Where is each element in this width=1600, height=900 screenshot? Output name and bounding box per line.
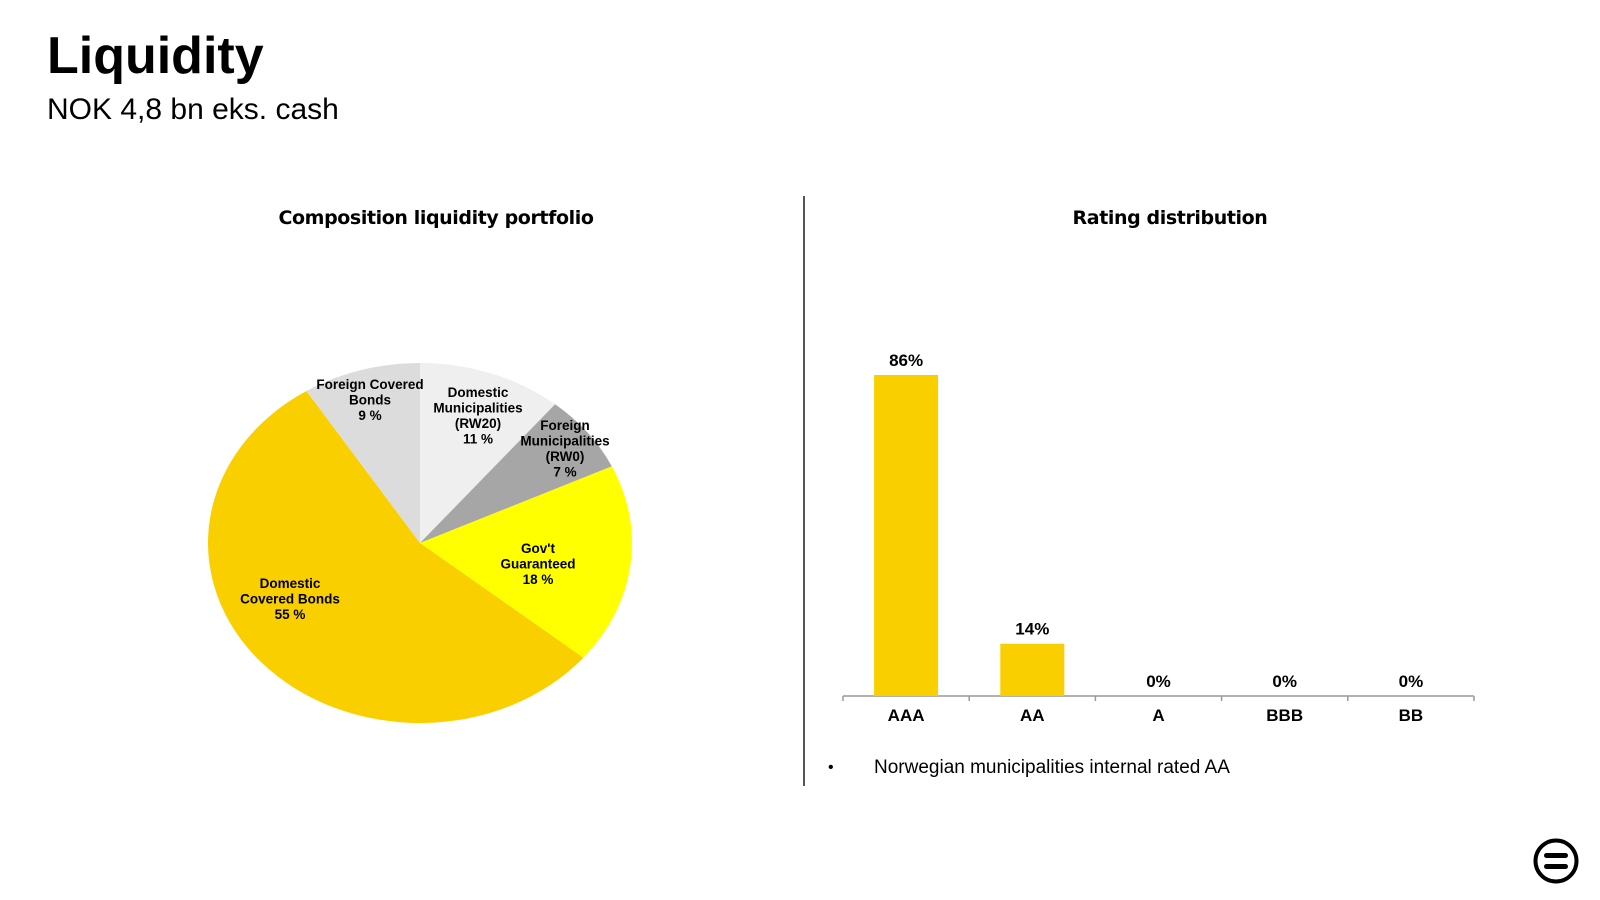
bullet-dot: • bbox=[828, 759, 834, 776]
pie-label-2-1: Guaranteed bbox=[500, 556, 576, 572]
pie-label-3-0: Domestic bbox=[259, 576, 321, 591]
pie-label-0-3: 11 % bbox=[462, 431, 494, 447]
x-tick-label-3: BBB bbox=[1266, 706, 1304, 725]
pie-label-1-0: Foreign bbox=[540, 418, 590, 433]
bar-chart-title: Rating distribution bbox=[1072, 207, 1268, 229]
pie-label-4-0: Foreign Covered bbox=[316, 377, 424, 392]
page-title: Liquidity bbox=[47, 27, 264, 85]
x-tick-label-4: BB bbox=[1398, 706, 1424, 725]
equals-circle-logo-icon bbox=[1533, 838, 1579, 884]
pie-label-2-2: 18 % bbox=[522, 572, 554, 587]
bar-value-label-0: 86% bbox=[889, 351, 924, 370]
page-subtitle: NOK 4,8 bn eks. cash bbox=[47, 93, 339, 126]
note-text: Norwegian municipalities internal rated AA bbox=[874, 757, 1230, 778]
pie-chart-title: Composition liquidity portfolio bbox=[278, 207, 594, 229]
pie-label-3-2: 55 % bbox=[274, 607, 306, 622]
pie-chart bbox=[208, 363, 632, 723]
bar-aa bbox=[1000, 644, 1064, 696]
pie-label-3-1: Covered Bonds bbox=[240, 591, 340, 607]
bar-value-label-3: 0% bbox=[1272, 672, 1297, 691]
bar-chart bbox=[843, 351, 1474, 725]
bar-aaa bbox=[874, 375, 938, 696]
pie-label-1-2: (RW0) bbox=[545, 449, 585, 464]
pie-label-1-3: 7 % bbox=[553, 464, 577, 480]
note-bullet bbox=[828, 757, 1230, 779]
bar-value-label-4: 0% bbox=[1398, 672, 1424, 691]
pie-label-1-1: Municipalities bbox=[520, 433, 610, 449]
pie-label-0-1: Municipalities bbox=[433, 400, 523, 416]
pie-label-0-2: (RW20) bbox=[454, 416, 502, 431]
bar-value-label-2: 0% bbox=[1146, 672, 1171, 691]
pie-label-4-2: 9 % bbox=[358, 408, 382, 423]
x-tick-label-0: AAA bbox=[887, 706, 925, 725]
bar-value-label-1: 14% bbox=[1015, 619, 1050, 639]
x-tick-label-1: AA bbox=[1020, 706, 1045, 725]
x-tick-label-2: A bbox=[1152, 706, 1165, 725]
pie-label-4-1: Bonds bbox=[349, 392, 391, 408]
pie-label-0-0: Domestic bbox=[447, 385, 509, 400]
pie-label-2-0: Gov't bbox=[521, 541, 555, 556]
